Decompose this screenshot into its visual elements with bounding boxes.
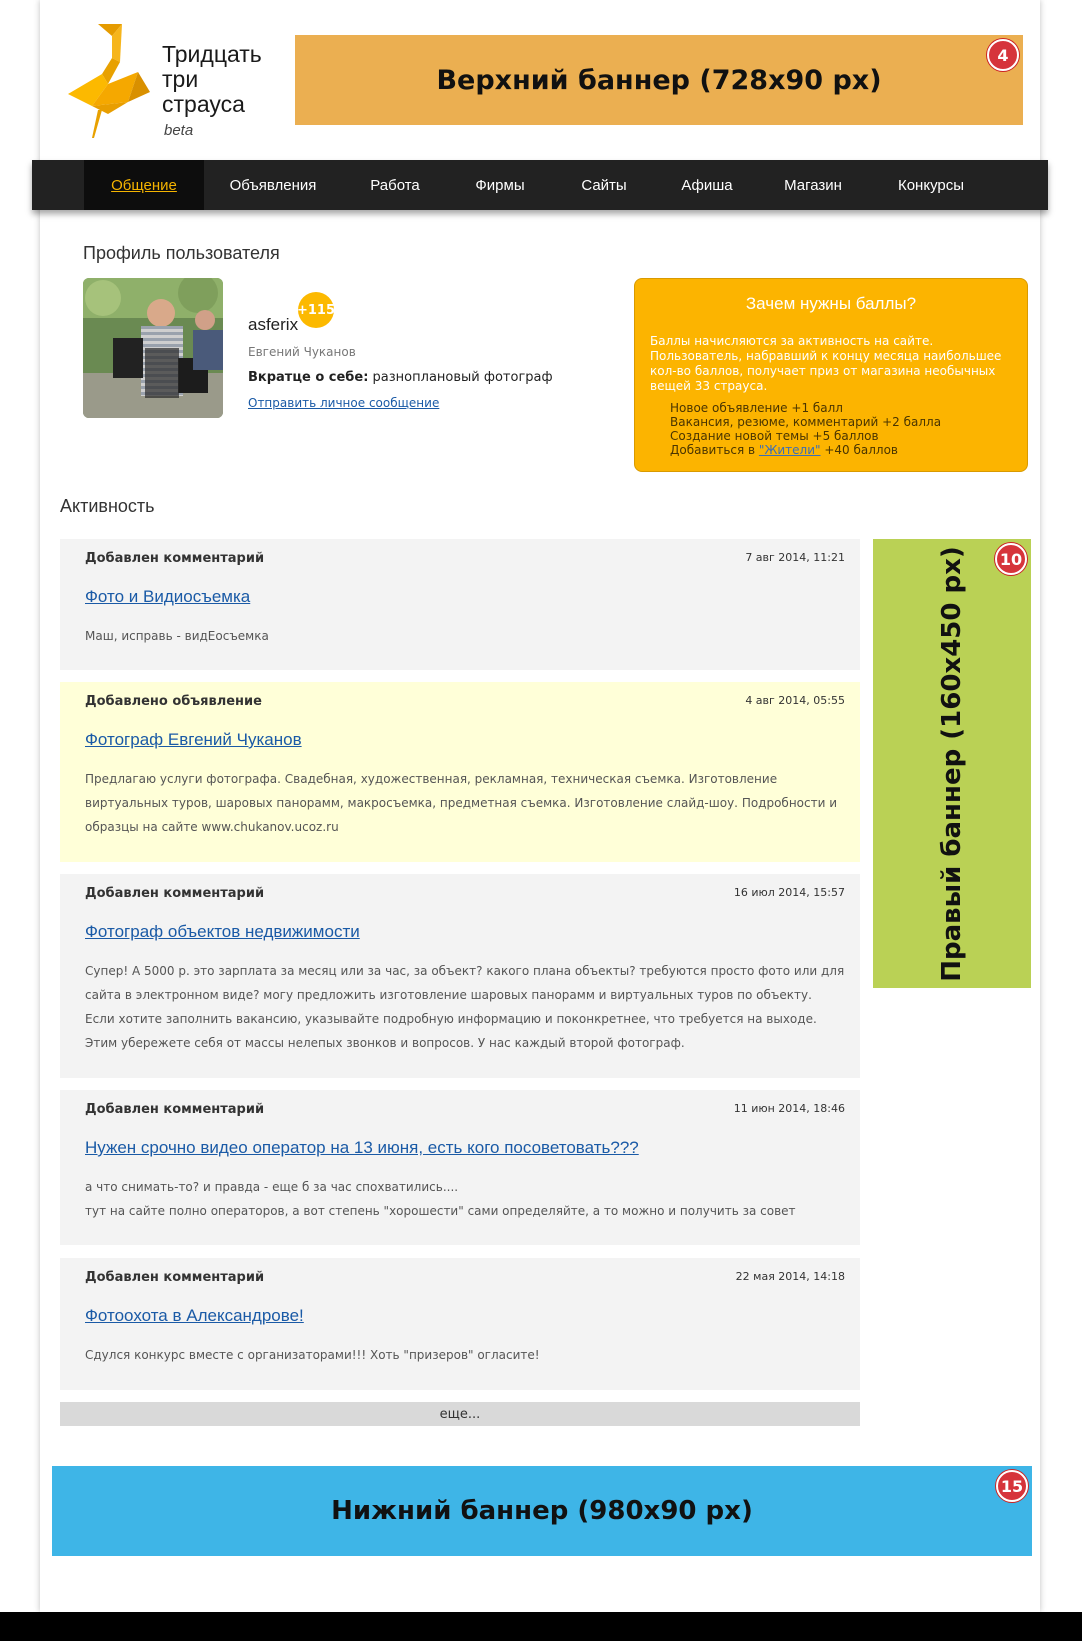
avatar-photo-icon — [83, 278, 223, 418]
points-list-item — [670, 443, 941, 457]
logo-beta: beta — [164, 122, 194, 139]
logo-line-1: Тридцать — [162, 41, 262, 67]
nav-item-afisha[interactable]: Афиша — [681, 176, 733, 194]
logo-text — [162, 42, 262, 117]
send-message-link[interactable]: Отправить личное сообщение — [248, 396, 440, 410]
activity-item — [60, 1090, 860, 1245]
nav-item-konkursy[interactable]: Конкурсы — [897, 176, 965, 194]
points-list — [670, 401, 941, 457]
bottom-banner-badge: 15 — [996, 1470, 1028, 1502]
about-me — [248, 370, 553, 385]
right-banner-badge: 10 — [995, 543, 1027, 575]
bottom-banner-label: Нижний баннер (980x90 px) — [331, 1496, 753, 1526]
activity-text: Сдулся конкурс вместе с организаторами!!! Хоть "призеров" огласите! — [85, 1348, 540, 1362]
activity-type: Добавлен комментарий — [85, 1270, 265, 1285]
residents-link[interactable]: "Жители" — [758, 443, 821, 457]
logo-line-2: три — [162, 66, 199, 92]
real-name: Евгений Чуканов — [248, 345, 356, 359]
activity-item — [60, 874, 860, 1078]
site-logo[interactable] — [68, 22, 262, 140]
top-banner[interactable] — [295, 35, 1023, 125]
ostrich-logo-icon — [68, 22, 158, 140]
points-list-suffix: +40 баллов — [820, 443, 898, 457]
activity-type: Добавлен комментарий — [85, 886, 265, 901]
activity-link[interactable]: Фото и Видиосъемка — [85, 587, 251, 606]
points-box-description: Баллы начисляются за активность на сайте. Пользователь, набравший к концу месяца наибольшее кол-во баллов, получает приз от магазина необычных вещей 33 страуса. — [650, 334, 1002, 393]
activity-link[interactable]: Фотограф объектов недвижимости — [85, 922, 360, 941]
points-info-box — [634, 278, 1028, 472]
profile-title: Профиль пользователя — [83, 243, 280, 263]
activity-date: 7 авг 2014, 11:21 — [745, 551, 845, 564]
points-list-item: Вакансия, резюме, комментарий +2 балла — [670, 415, 942, 429]
points-badge: +115 — [298, 292, 334, 328]
nav-item-obyavleniya[interactable]: Объявления — [229, 176, 317, 194]
activity-text: Маш, исправь - видЕосъемка — [85, 629, 269, 643]
logo-line-3: страуса — [162, 91, 245, 117]
nav-item-magazin[interactable]: Магазин — [784, 176, 842, 194]
activity-text: а что снимать-то? и правда - еще б за час спохватились.... тут на сайте полно операторов, а вот степень "хорошести" сами определяйте, а то можно и получить за совет — [85, 1180, 796, 1218]
username: asferix — [248, 315, 299, 334]
about-label: Вкратце о себе: — [248, 370, 369, 385]
load-more-button[interactable]: еще... — [60, 1402, 860, 1426]
right-banner-label: Правый баннер (160x450 px) — [937, 545, 967, 982]
nav-item-obshchenie[interactable]: Общение — [84, 160, 204, 210]
points-box-title: Зачем нужны баллы? — [745, 294, 917, 313]
activity-text: Супер! А 5000 р. это зарплата за месяц или за час, за объект? какого плана объекты? требуются просто фото или для сайта в электронном виде? могу предложить изготовление шаровых панорамм и виртуальных туров по объекту. Если хотите заполнить вакансию, указывайте подробную информацию и поконкретнее, что требуется на выходе. Этим убережете себя от массы нелепых звонков и вопросов. У нас каждый второй фотограф. — [85, 964, 845, 1050]
activity-date: 22 мая 2014, 14:18 — [735, 1270, 845, 1283]
points-list-item: Создание новой темы +5 баллов — [670, 429, 879, 443]
activity-date: 16 июл 2014, 15:57 — [733, 886, 845, 899]
activity-item — [60, 1258, 860, 1390]
activity-link[interactable]: Фотограф Евгений Чуканов — [85, 730, 302, 749]
right-banner[interactable] — [873, 539, 1031, 988]
activity-title: Активность — [60, 496, 155, 516]
activity-type: Добавлен комментарий — [85, 551, 265, 566]
nav-item-firmy[interactable]: Фирмы — [475, 176, 525, 194]
activity-link[interactable]: Фотоохота в Александрове! — [85, 1306, 304, 1325]
activity-type: Добавлен комментарий — [85, 1102, 265, 1117]
activity-item — [60, 539, 860, 670]
about-value: разноплановый фотограф — [372, 370, 553, 385]
footer-bar — [0, 1612, 1082, 1641]
main-nav — [32, 160, 1048, 210]
avatar — [83, 278, 223, 418]
activity-date: 11 июн 2014, 18:46 — [733, 1102, 845, 1115]
activity-item — [60, 682, 860, 862]
activity-text: Предлагаю услуги фотографа. Свадебная, художественная, рекламная, техническая съемка. Изготовление виртуальных туров, шаровых панорамм, макросъемка, предметная съемка. Изготовление слайд-шоу. Подробности и образцы на сайте www.chukanov.ucoz.ru — [85, 772, 838, 834]
activity-link[interactable]: Нужен срочно видео оператор на 13 июня, есть кого посоветовать??? — [85, 1138, 639, 1157]
nav-item-rabota[interactable]: Работа — [370, 176, 420, 194]
page-container — [40, 0, 1040, 1612]
activity-date: 4 авг 2014, 05:55 — [745, 694, 845, 707]
top-banner-label: Верхний баннер (728x90 px) — [436, 64, 882, 96]
bottom-banner[interactable] — [52, 1466, 1032, 1556]
points-list-item: Новое объявление +1 балл — [670, 401, 843, 415]
nav-item-sayty[interactable]: Сайты — [581, 176, 627, 194]
top-banner-badge: 4 — [987, 39, 1019, 71]
points-list-prefix: Добавиться в — [670, 443, 759, 457]
activity-type: Добавлено объявление — [85, 694, 262, 709]
